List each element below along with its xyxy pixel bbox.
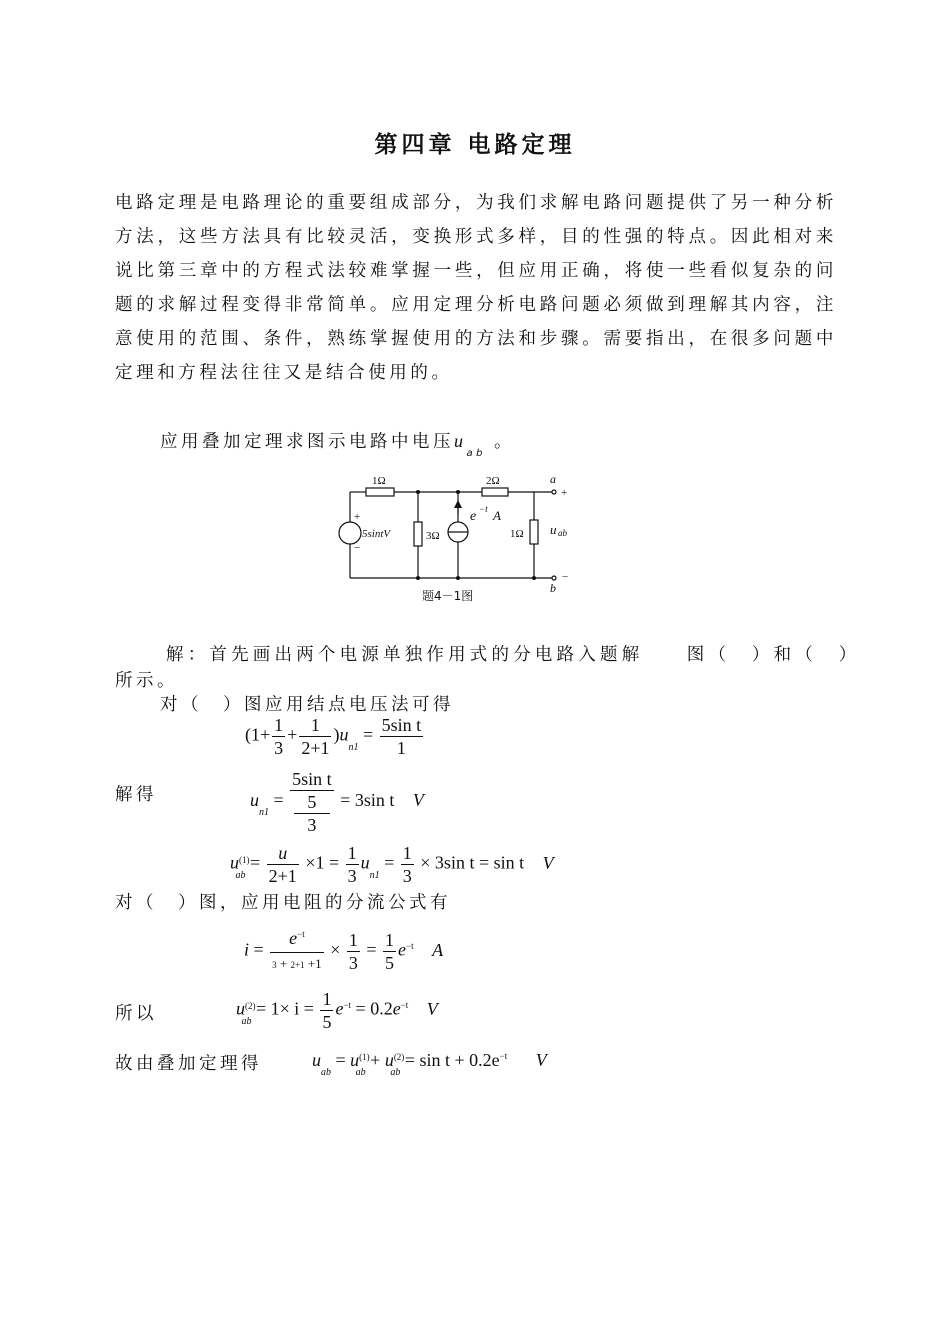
node-dot [416, 490, 420, 494]
exp: −t [400, 999, 409, 1010]
p1: +1 [307, 956, 322, 971]
u-sub: n1 [369, 869, 380, 881]
num: u [267, 842, 299, 865]
resistor-2ohm [482, 488, 508, 496]
num: 1 [274, 715, 284, 735]
u-sub: ab [355, 1067, 366, 1078]
resistor-1ohm-right [530, 520, 538, 544]
equals: = [335, 1050, 346, 1070]
e: e [335, 998, 344, 1019]
i-var: i [244, 939, 250, 960]
den [270, 953, 324, 976]
node-dot [456, 490, 460, 494]
circuit-figure [338, 470, 588, 610]
den: 3 [274, 738, 284, 758]
frac-1-3 [401, 842, 414, 887]
label-node-b: b [550, 581, 556, 595]
u-sup: (1) [359, 1052, 370, 1062]
u-var: u [350, 1050, 360, 1070]
u-sup: (2) [393, 1052, 405, 1062]
u-var: u [384, 1050, 394, 1070]
node-dot [416, 576, 420, 580]
label-node-a: a [550, 472, 556, 486]
exp: −t [343, 999, 352, 1010]
solve-label: 解得 [115, 785, 157, 805]
u-var: u [312, 1050, 321, 1070]
problem-var-sub: ab [466, 448, 486, 459]
e: e [392, 998, 401, 1019]
exp: −t [499, 1051, 508, 1061]
rhs: × 3sin t = sin t [420, 852, 525, 873]
den: 3 [348, 953, 358, 973]
u-sub: ab [321, 1067, 331, 1078]
den: 1 [396, 738, 406, 758]
rhs: = 0.2 [355, 998, 393, 1019]
terminal-a [552, 490, 556, 494]
den: 3 [347, 866, 357, 886]
den: 3 [307, 815, 317, 835]
mid: = 1× i = [256, 998, 314, 1019]
d1: 3 [272, 960, 277, 970]
plus: + [370, 1050, 381, 1070]
node-dot [532, 576, 536, 580]
label-is-e: e [470, 509, 477, 524]
equation-4 [244, 927, 443, 976]
equals: = [384, 852, 395, 873]
equals: = [362, 724, 374, 745]
equals: = [253, 939, 264, 960]
label-vs-minus: − [354, 542, 361, 554]
resistor-3ohm [414, 522, 422, 546]
num: 1 [348, 930, 358, 950]
eq1-open: (1+ [245, 724, 271, 745]
u-sub: ab [390, 1067, 401, 1078]
num: 5sin t [381, 715, 422, 735]
label-minus: − [562, 571, 569, 583]
solution-step1: 对（ ）图应用结点电压法可得 [160, 695, 454, 715]
u-sub: ab [241, 1015, 252, 1027]
label-is-exp: −t [479, 504, 488, 514]
node-dot [456, 576, 460, 580]
times: × [330, 939, 341, 960]
num: 1 [322, 989, 332, 1009]
plus: + [287, 724, 298, 745]
label-u-out-sub: ab [558, 528, 567, 538]
num: 1 [385, 930, 394, 950]
final-label: 故由叠加定理得 [115, 1054, 262, 1074]
num: 1 [402, 843, 412, 863]
terminal-b [552, 576, 556, 580]
exp: −t [406, 940, 414, 951]
num: 5 [294, 791, 330, 814]
equals: = [273, 790, 284, 811]
current-direction-arrow [454, 500, 462, 508]
e: e [398, 939, 406, 960]
equation-2 [250, 768, 424, 836]
voltage-source-symbol [339, 522, 361, 544]
label-is-unit: A [493, 508, 501, 523]
solution-step2: 对（ ）图，应用电阻的分流公式有 [115, 893, 451, 913]
frac-1-5 [383, 929, 396, 974]
unit-V: V [412, 790, 424, 811]
label-vs-plus: + [354, 511, 361, 523]
times-one: ×1 = [305, 852, 340, 873]
u-sub: n1 [259, 807, 269, 819]
num: 1 [347, 843, 357, 863]
label-r3: 3Ω [426, 530, 440, 542]
rhs: = 3sin t [340, 790, 395, 811]
problem-end: 。 [493, 432, 515, 452]
equation-1: (1+ $\frac{1}{3}$ + $\frac{1}{2+1}$ )$u_{n1}$ = $\frac{\text{5sin t}}{1}$ [245, 715, 422, 758]
u-sup: (1) [239, 854, 250, 865]
solution-intro: 解：首先画出两个电源单独作用式的分电路入题解 图（ ）和（ ） [166, 645, 861, 665]
p: + [279, 956, 288, 971]
unit-V: V [542, 852, 554, 873]
u-var: u [360, 852, 370, 873]
den: 5 [385, 953, 394, 973]
equation-final [312, 1050, 547, 1078]
frac-5sint-1 [380, 714, 424, 759]
rhs: sin t + 0.2e [419, 1050, 500, 1070]
u-sub: ab [235, 869, 246, 881]
problem-var: u [454, 431, 467, 451]
so-label: 所以 [115, 1004, 157, 1024]
unit-V: V [426, 998, 438, 1019]
label-u-out: u [550, 522, 557, 537]
equation-5 [236, 988, 438, 1033]
frac-1-3 [347, 929, 360, 974]
u-sup: (2) [245, 1000, 256, 1011]
frac-1-3 [346, 842, 359, 887]
unit-V: V [535, 1050, 547, 1070]
solution-intro-2: 所示。 [115, 671, 178, 691]
unit-A: A [432, 939, 444, 960]
equals: = [404, 1050, 415, 1070]
exp: −t [297, 929, 305, 939]
problem-text: 应用叠加定理求图示电路中电压 [160, 432, 454, 452]
equation-3 [230, 842, 554, 887]
u-var: u [339, 724, 349, 745]
u-sub: n1 [348, 741, 359, 753]
frac-1-5 [320, 988, 333, 1033]
d2: 2+1 [290, 960, 305, 970]
problem-statement [160, 428, 515, 459]
frac-5sint-5-3 [290, 768, 334, 836]
u-var: u [230, 852, 239, 873]
inner-frac [292, 791, 332, 836]
den: 2+1 [268, 866, 297, 886]
chapter-title: 第四章 电路定理 [374, 132, 576, 158]
num: 5sin t [292, 769, 332, 789]
label-r1: 1Ω [372, 475, 386, 487]
resistor-1ohm [366, 488, 394, 496]
intro-paragraph: 电路定理是电路理论的重要组成部分，为我们求解电路问题提供了另一种分析方法，这些方法具有比较灵活，变换形式多样，目的性强的特点。因此相对来说比第三章中的方程式法较难掌握一些，但应用正确，将使一些看似复杂的问题的求解过程变得非常简单。应用定理分析电路问题必须做到理解其内容，注意使用的范围、条件，熟练掌握使用的方法和步骤。需要指出，在很多问题中定理和方程法往往又是结合使用的。 [115, 193, 837, 383]
den: 5 [322, 1012, 332, 1032]
num [270, 927, 324, 953]
num: 1 [299, 714, 331, 737]
frac-u-3 [267, 842, 299, 887]
frac-1-3 [272, 714, 285, 759]
label-r4: 1Ω [510, 528, 524, 540]
e: e [289, 928, 298, 948]
den: 2+1 [301, 738, 330, 758]
frac-et-sum [270, 927, 324, 976]
u-var: u [236, 998, 245, 1019]
u-var: u [250, 790, 259, 811]
frac-1-3 [299, 714, 331, 759]
den: 3 [402, 866, 412, 886]
label-vs: 5sintV [362, 528, 391, 540]
label-plus: + [561, 487, 568, 499]
figure-caption: 题4－1图 [422, 589, 474, 603]
equals: = [250, 852, 261, 873]
label-r2: 2Ω [486, 475, 500, 487]
equals: = [366, 939, 377, 960]
